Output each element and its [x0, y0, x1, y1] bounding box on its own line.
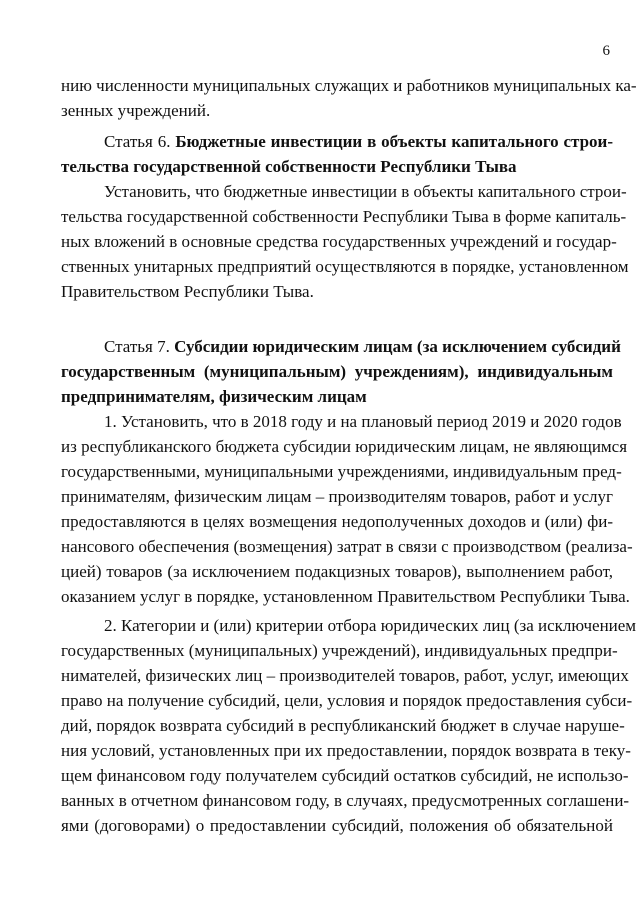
text-line: зенных учреждений. [61, 101, 211, 120]
text-line: дий, порядок возврата субсидий в республиканский бюджет в случае наруше- [61, 716, 625, 735]
article-title: Бюджетные инвестиции в объекты капитального строи- [175, 132, 613, 151]
text-line: нию численности муниципальных служащих и работников муниципальных ка- [61, 76, 637, 95]
text-line: оказанием услуг в порядке, установленном Правительством Республики Тыва. [61, 587, 630, 606]
text-line: 2. Категории и (или) критерии отбора юридических лиц (за исключением [104, 616, 637, 635]
article-title: тельства государственной собственности Республики Тыва [61, 157, 517, 176]
text-line: нансового обеспечения (возмещения) затрат в связи с производством (реализа- [61, 537, 633, 556]
text-line: из республиканского бюджета субсидии юридическим лицам, не являющимся [61, 437, 628, 456]
text-line: 1. Установить, что в 2018 году и на плановый период 2019 и 2020 годов [104, 412, 622, 431]
text-line: ванных в отчетном финансовом году, в случаях, предусмотренных соглашени- [61, 791, 630, 810]
article-7-paragraph-2 [61, 613, 637, 838]
text-line: тельства государственной собственности Республики Тыва в форме капиталь- [61, 207, 627, 226]
text-line: ями (договорами) о предоставлении субсидий, положения об обязательной [61, 816, 613, 835]
text-line: принимателям, физическим лицам – производителям товаров, работ и услуг [61, 487, 613, 506]
heading-line [61, 359, 613, 384]
article-title: государственным (муниципальным) учреждениям), индивидуальным [61, 362, 613, 381]
text-line: ния условий, установленных при их предоставлении, порядок возврата в теку- [61, 741, 631, 760]
heading-line [61, 129, 613, 154]
article-7-heading [61, 334, 621, 409]
article-title: Субсидии юридическим лицам (за исключением субсидий [174, 337, 621, 356]
text-line: Правительством Республики Тыва. [61, 282, 314, 301]
text-line: предоставляются в целях возмещения недополученных доходов и (или) фи- [61, 512, 613, 531]
text-line: щем финансовом году получателем субсидий остатков субсидий, не использо- [61, 766, 629, 785]
paragraph-continuation [61, 73, 637, 123]
article-number: Статья 6. [104, 132, 176, 151]
article-6-heading [61, 129, 613, 179]
heading-line [61, 154, 613, 179]
article-6-body [61, 179, 629, 304]
text-line: нимателей, физических лиц – производителей товаров, работ, услуг, имеющих [61, 666, 629, 685]
text-line: государственных (муниципальных) учреждений), индивидуальных предпри- [61, 641, 618, 660]
heading-line [61, 334, 621, 359]
text-line: Установить, что бюджетные инвестиции в объекты капитального строи- [104, 182, 627, 201]
text-line: цией) товаров (за исключением подакцизных товаров), выполнением работ, [61, 562, 613, 581]
text-line: ственных унитарных предприятий осуществляются в порядке, установленном [61, 257, 629, 276]
text-line: государственными, муниципальными учреждениями, индивидуальным пред- [61, 462, 622, 481]
article-7-paragraph-1 [61, 409, 633, 609]
article-title: предпринимателям, физическим лицам [61, 387, 367, 406]
page-number: 6 [602, 43, 610, 59]
heading-line [61, 384, 613, 409]
article-number: Статья 7. [104, 337, 175, 356]
text-line: ных вложений в основные средства государственных учреждений и государ- [61, 232, 617, 251]
text-line: право на получение субсидий, цели, условия и порядок предоставления субси- [61, 691, 633, 710]
document-body [61, 73, 637, 838]
